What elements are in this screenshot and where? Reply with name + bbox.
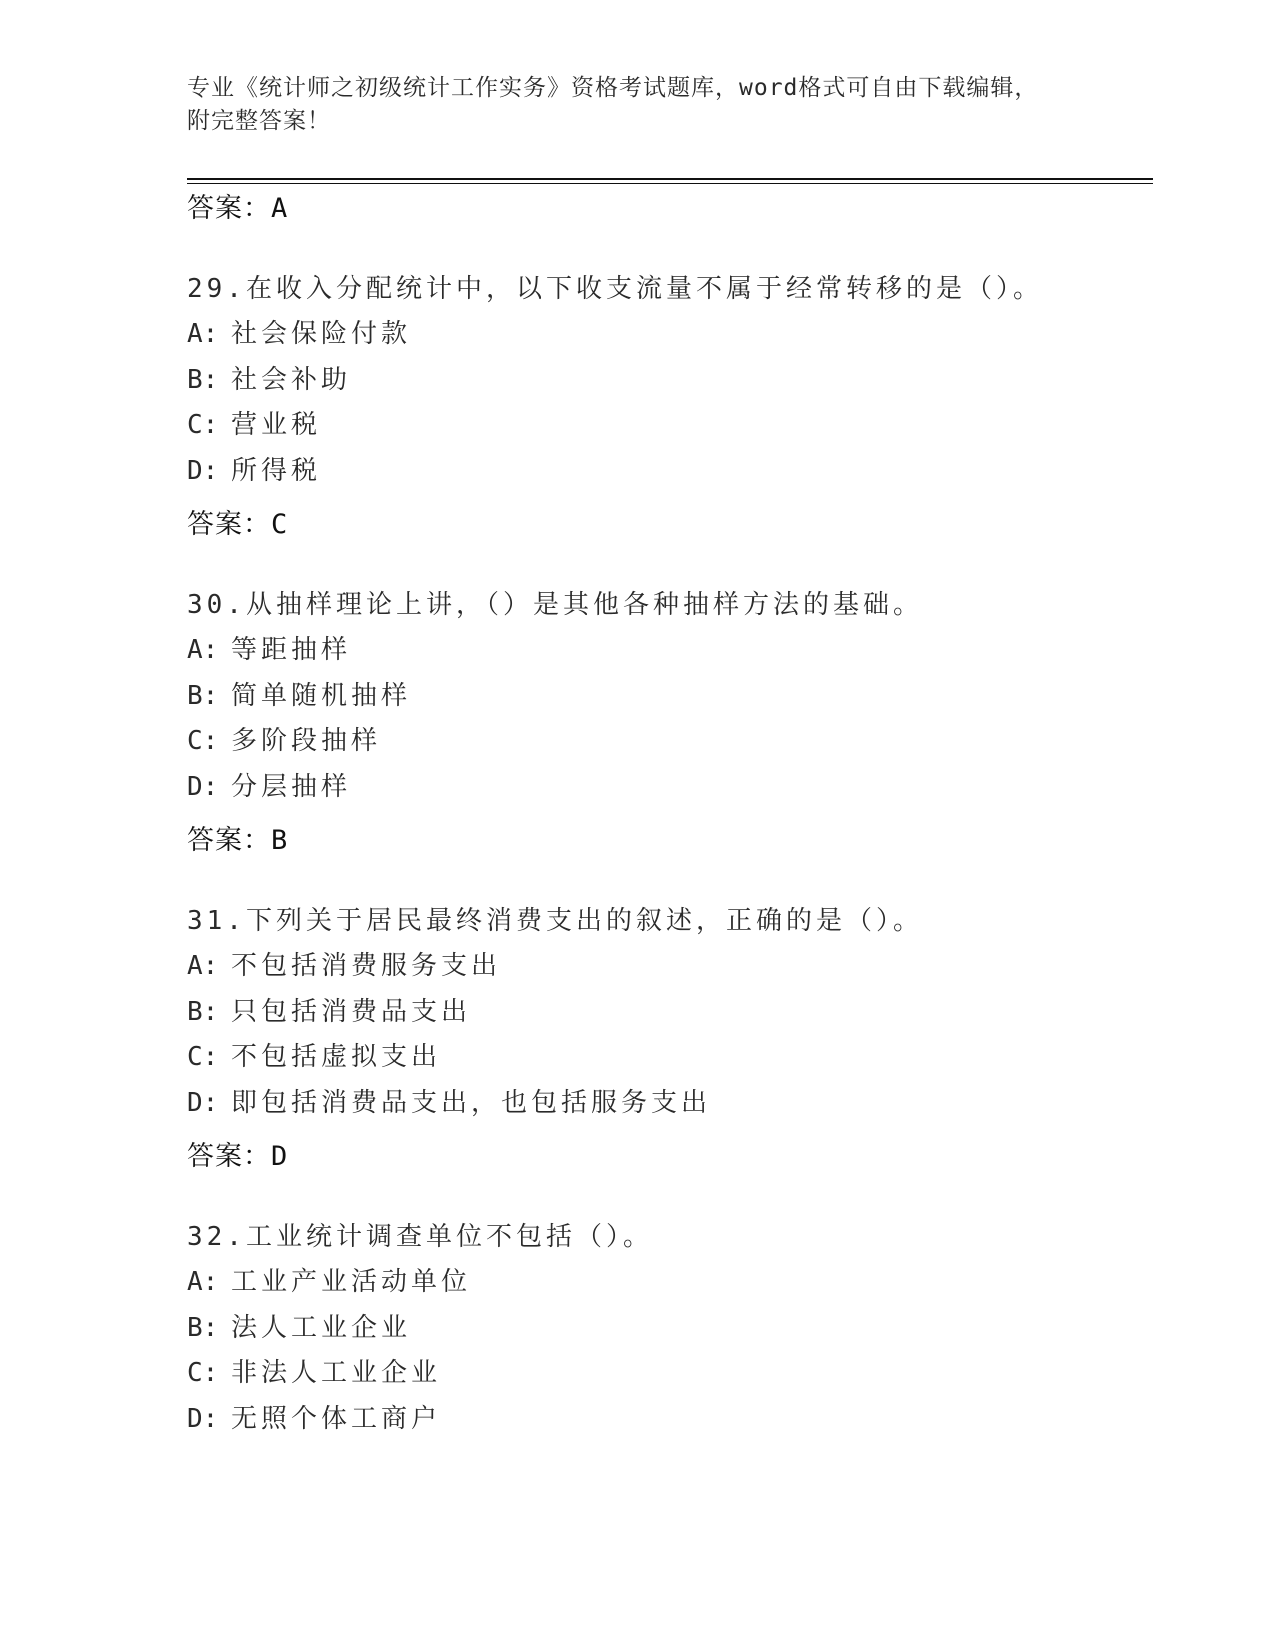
option-key: B: [187,1312,219,1343]
option-text: 即包括消费品支出，也包括服务支出 [231,1087,712,1118]
option-key: C: [187,410,219,441]
option-c [187,1356,1147,1401]
option-text: 无照个体工商户 [231,1403,442,1434]
option-a [187,949,1147,994]
option-key: A: [187,1267,219,1298]
option-text: 等距抽样 [231,635,352,666]
answer-label: 答案： [187,509,271,540]
question-stem: 32.工业统计调查单位不包括（）。 [187,1222,653,1252]
question-32 [187,1220,1147,1447]
answer-label: 答案： [187,825,271,856]
option-key: B: [187,364,219,395]
option-b [187,995,1147,1040]
header-line-2: 附完整答案！ [187,108,331,134]
option-text: 多阶段抽样 [231,726,382,757]
answer-label: 答案： [187,1141,271,1172]
question-31 [187,904,1147,1131]
option-d [187,1402,1147,1447]
option-key: A: [187,635,219,666]
option-text: 不包括消费服务支出 [231,951,502,982]
question-29 [187,272,1147,499]
option-key: C: [187,1358,219,1389]
option-text: 工业产业活动单位 [231,1267,472,1298]
option-b [187,1311,1147,1356]
question-30 [187,588,1147,815]
option-text: 社会保险付款 [231,319,412,350]
question-stem: 29.在收入分配统计中，以下收支流量不属于经常转移的是（）。 [187,274,1043,304]
option-c [187,724,1147,769]
option-key: C: [187,726,219,757]
header-divider-thin [187,183,1153,184]
option-key: A: [187,951,219,982]
option-d [187,1086,1147,1131]
answer-line-q29 [187,508,288,542]
document-header [187,72,1087,138]
option-d [187,770,1147,815]
option-b [187,363,1147,408]
option-key: B: [187,996,219,1027]
option-key: C: [187,1042,219,1073]
answer-value: C [271,509,289,540]
answer-line-q28 [187,192,288,226]
option-a [187,633,1147,678]
answer-value: D [271,1141,289,1172]
answer-value: A [271,193,289,224]
answer-value: B [271,825,289,856]
option-c [187,1040,1147,1085]
option-text: 营业税 [231,410,322,441]
option-c [187,408,1147,453]
option-text: 不包括虚拟支出 [231,1042,442,1073]
question-stem: 31.下列关于居民最终消费支出的叙述，正确的是（）。 [187,906,923,936]
option-text: 分层抽样 [231,771,352,802]
option-text: 只包括消费品支出 [231,996,472,1027]
option-key: D: [187,455,219,486]
option-key: D: [187,771,219,802]
question-stem: 30.从抽样理论上讲，（）是其他各种抽样方法的基础。 [187,590,923,620]
header-line-1: 专业《统计师之初级统计工作实务》资格考试题库，word格式可自由下载编辑， [187,75,1039,101]
option-key: D: [187,1403,219,1434]
option-key: B: [187,680,219,711]
answer-line-q30 [187,824,288,858]
option-text: 简单随机抽样 [231,680,412,711]
option-text: 非法人工业企业 [231,1358,442,1389]
option-b [187,679,1147,724]
option-key: D: [187,1087,219,1118]
option-a [187,1265,1147,1310]
answer-line-q31 [187,1140,288,1174]
answer-label: 答案： [187,193,271,224]
option-text: 法人工业企业 [231,1312,412,1343]
option-key: A: [187,319,219,350]
option-text: 所得税 [231,455,322,486]
option-a [187,317,1147,362]
header-divider-thick [187,178,1153,180]
option-d [187,454,1147,499]
option-text: 社会补助 [231,364,352,395]
